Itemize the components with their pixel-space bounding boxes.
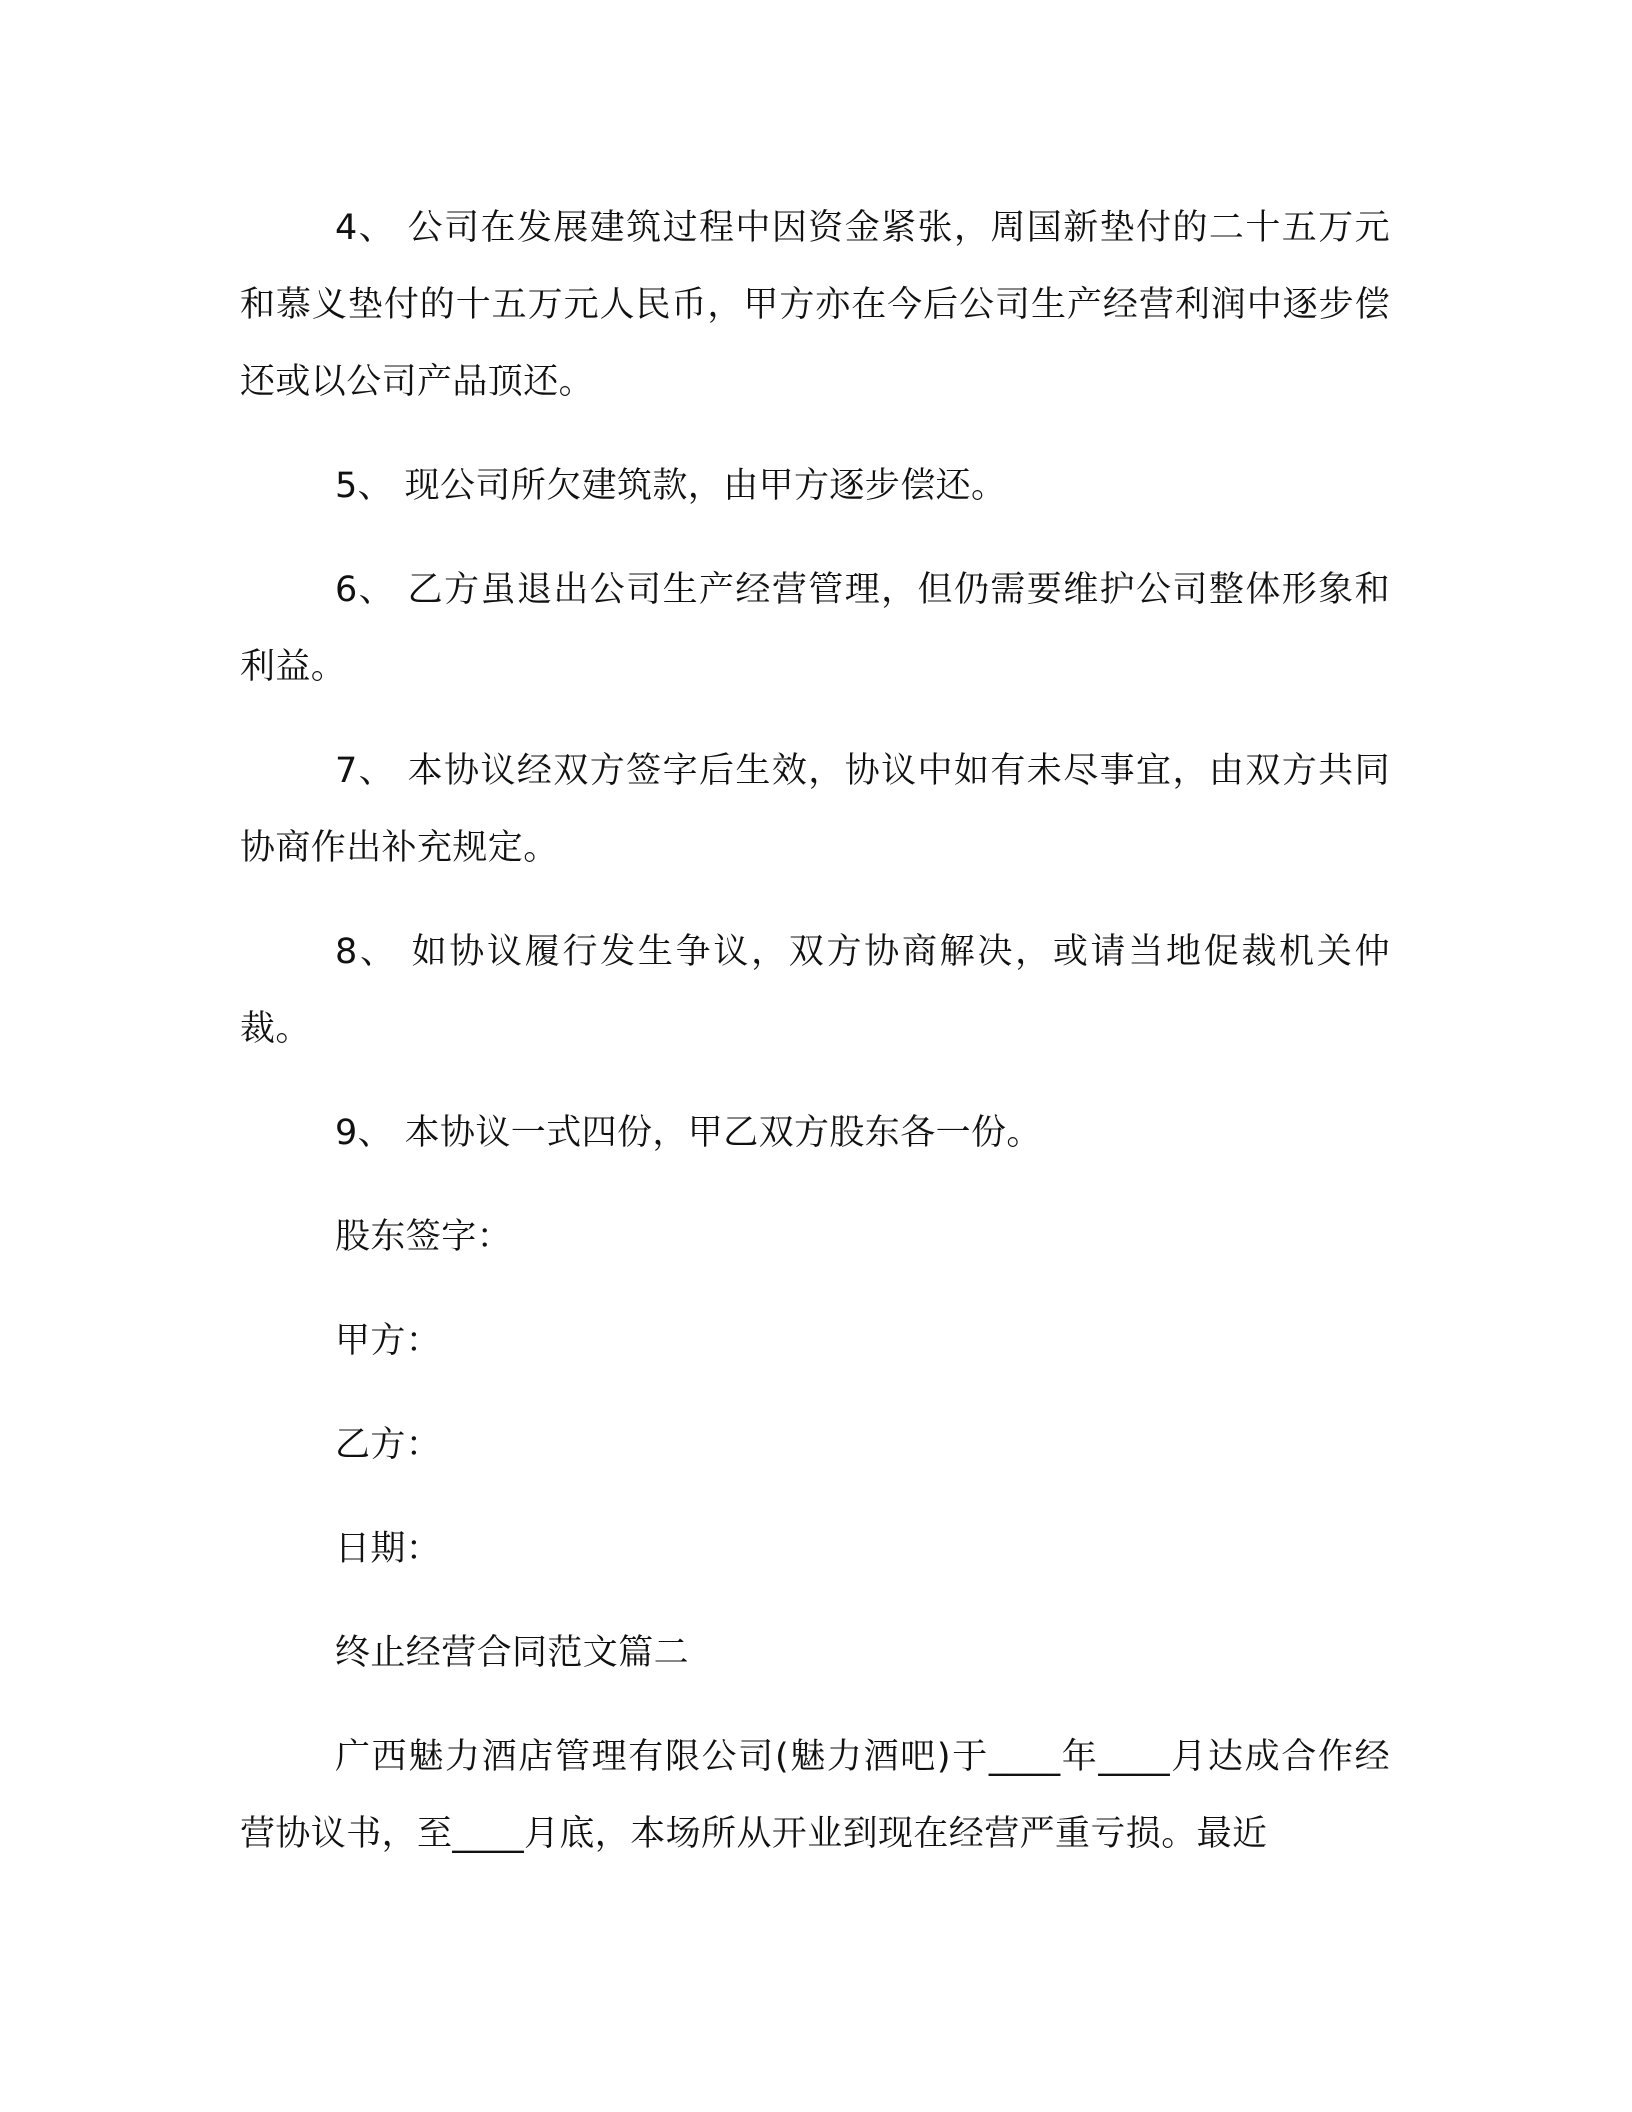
clause-text: 公司在发展建筑过程中因资金紧张，周国新垫付的二十五万元和慕义垫付的十五万元人民币，甲方亦在今后公司生产经营利润中逐步偿还或以公司产品顶还。: [240, 208, 1390, 402]
clause-number: 4、: [335, 208, 396, 248]
clause-8: [240, 914, 1390, 1068]
clause-9: [240, 1095, 1390, 1172]
signature-label: 股东签字：: [335, 1217, 513, 1257]
clause-text: 本协议一式四份，甲乙双方股东各一份。: [404, 1113, 1042, 1153]
clause-number: 7、: [335, 751, 396, 791]
clause-4: [240, 190, 1390, 421]
clause-5: [240, 448, 1390, 525]
clause-number: 9、: [335, 1113, 394, 1153]
clause-text: 本协议经双方签字后生效，协议中如有未尽事宜，由双方共同协商作出补充规定。: [240, 751, 1390, 868]
clause-text: 乙方虽退出公司生产经营管理，但仍需要维护公司整体形象和利益。: [240, 570, 1390, 687]
party-b-label: 乙方：: [335, 1425, 442, 1465]
clause-number: 8、: [335, 932, 398, 972]
clause-text: 现公司所欠建筑款，由甲方逐步偿还。: [404, 466, 1007, 506]
date-label: 日期：: [335, 1529, 442, 1569]
document-body: [240, 190, 1390, 1900]
clause-number: 6、: [335, 570, 396, 610]
section-title: 终止经营合同范文篇二: [335, 1633, 690, 1673]
clause-7: [240, 733, 1390, 887]
clause-6: [240, 552, 1390, 706]
clause-number: 5、: [335, 466, 394, 506]
closing-paragraph: 广西魅力酒店管理有限公司(魅力酒吧)于____年____月达成合作经营协议书，至____月底，本场所从开业到现在经营严重亏损。最近: [240, 1737, 1390, 1854]
clause-text: 如协议履行发生争议，双方协商解决，或请当地促裁机关仲裁。: [240, 932, 1391, 1049]
party-a-label: 甲方：: [335, 1321, 442, 1361]
